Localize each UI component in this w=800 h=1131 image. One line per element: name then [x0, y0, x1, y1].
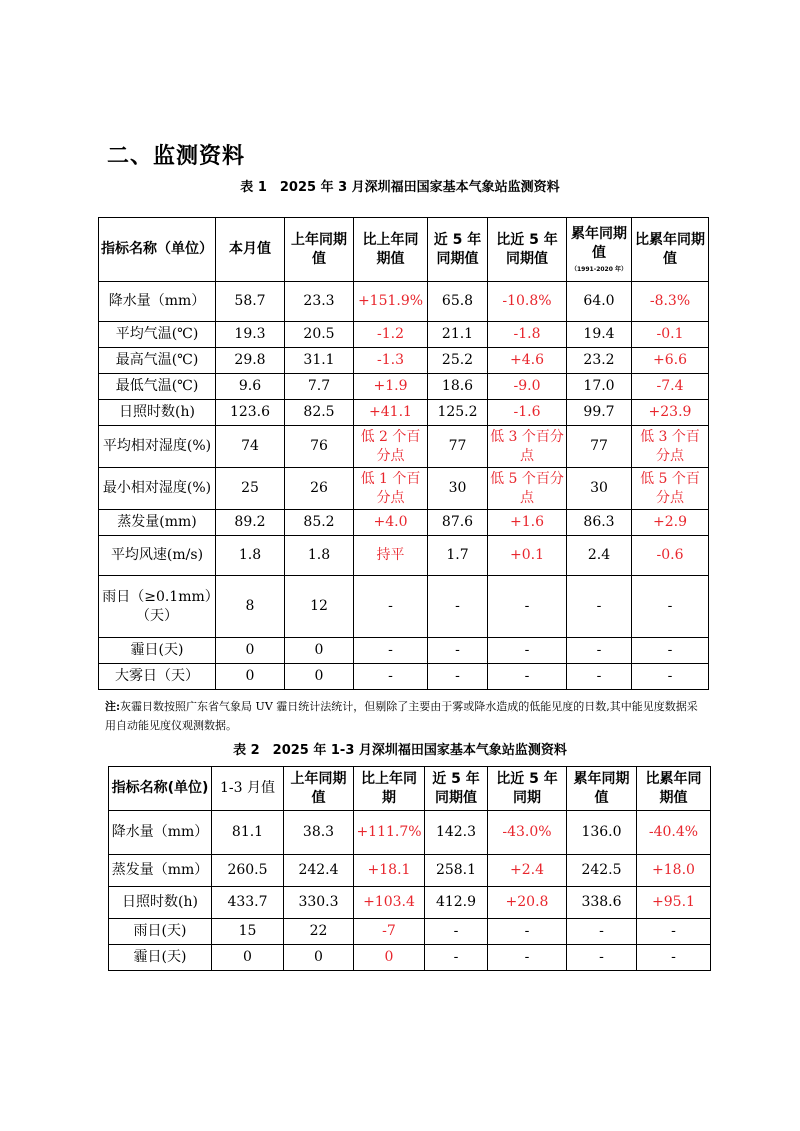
row-label-cell: 平均风速(m/s)	[99, 536, 216, 576]
table-row	[99, 576, 709, 638]
value-cell: 86.3	[567, 510, 632, 536]
value-cell: +151.9%	[354, 282, 428, 322]
value-cell: 1.8	[285, 536, 354, 576]
t1-header-vs-normal: 比累年同期值	[632, 218, 709, 282]
row-label-cell: 最高气温(℃)	[99, 348, 216, 374]
value-cell: 0	[216, 638, 285, 664]
t2-header-vs-last-year: 比上年同期	[354, 767, 425, 811]
value-cell: 77	[567, 426, 632, 468]
value-cell: 38.3	[284, 811, 354, 855]
value-cell: -	[632, 638, 709, 664]
value-cell: -43.0%	[488, 811, 567, 855]
value-cell: -9.0	[488, 374, 567, 400]
table2-caption: 表 2 2025 年 1-3 月深圳福田国家基本气象站监测资料	[233, 743, 567, 758]
table2-body	[109, 811, 711, 971]
value-cell: -	[567, 576, 632, 638]
row-label-cell: 雨日(天)	[109, 919, 212, 945]
t1-header-vs-5yr: 比近 5 年同期值	[488, 218, 567, 282]
table1	[98, 217, 709, 690]
table-row	[109, 855, 711, 887]
value-cell: 330.3	[284, 887, 354, 919]
value-cell: 338.6	[567, 887, 637, 919]
value-cell: 58.7	[216, 282, 285, 322]
value-cell: 25	[216, 468, 285, 510]
table-row	[99, 282, 709, 322]
table1-header-row	[99, 218, 709, 282]
table-row	[99, 374, 709, 400]
value-cell: 99.7	[567, 400, 632, 426]
t2-header-vs-5yr: 比近 5 年同期	[488, 767, 567, 811]
value-cell: 低 2 个百分点	[354, 426, 428, 468]
value-cell: 21.1	[428, 322, 488, 348]
table1-caption: 表 1 2025 年 3 月深圳福田国家基本气象站监测资料	[240, 180, 560, 195]
t2-header-5yr: 近 5 年同期值	[425, 767, 488, 811]
value-cell: +6.6	[632, 348, 709, 374]
value-cell: -7	[354, 919, 425, 945]
value-cell: -	[488, 945, 567, 971]
value-cell: 19.3	[216, 322, 285, 348]
value-cell: -10.8%	[488, 282, 567, 322]
value-cell: +1.9	[354, 374, 428, 400]
value-cell: +18.0	[637, 855, 711, 887]
value-cell: -0.1	[632, 322, 709, 348]
table1-body	[99, 282, 709, 690]
value-cell: 低 5 个百分点	[488, 468, 567, 510]
table-row	[109, 919, 711, 945]
table-row	[109, 887, 711, 919]
value-cell: 1.7	[428, 536, 488, 576]
value-cell: +0.1	[488, 536, 567, 576]
value-cell: 242.5	[567, 855, 637, 887]
table-row	[109, 811, 711, 855]
value-cell: 0	[354, 945, 425, 971]
value-cell: 26	[285, 468, 354, 510]
row-label-cell: 日照时数(h)	[99, 400, 216, 426]
value-cell: 76	[285, 426, 354, 468]
row-label-cell: 最低气温(℃)	[99, 374, 216, 400]
row-label-cell: 平均相对湿度(%)	[99, 426, 216, 468]
value-cell: +103.4	[354, 887, 425, 919]
value-cell: -	[428, 576, 488, 638]
value-cell: 2.4	[567, 536, 632, 576]
value-cell: 23.2	[567, 348, 632, 374]
value-cell: 17.0	[567, 374, 632, 400]
value-cell: 260.5	[212, 855, 284, 887]
note-label: 注:	[105, 700, 121, 713]
t1-header-indicator: 指标名称（单位）	[99, 218, 216, 282]
value-cell: +111.7%	[354, 811, 425, 855]
value-cell: 89.2	[216, 510, 285, 536]
value-cell: +4.6	[488, 348, 567, 374]
value-cell: 低 3 个百分点	[632, 426, 709, 468]
value-cell: -	[428, 664, 488, 690]
row-label-cell: 霾日(天)	[109, 945, 212, 971]
table2-header-row	[109, 767, 711, 811]
value-cell: +23.9	[632, 400, 709, 426]
value-cell: 242.4	[284, 855, 354, 887]
value-cell: 22	[284, 919, 354, 945]
value-cell: -7.4	[632, 374, 709, 400]
table-row	[99, 510, 709, 536]
value-cell: -	[567, 945, 637, 971]
table-row	[99, 536, 709, 576]
value-cell: 136.0	[567, 811, 637, 855]
value-cell: +4.0	[354, 510, 428, 536]
value-cell: 258.1	[425, 855, 488, 887]
value-cell: 0	[285, 638, 354, 664]
value-cell: -0.6	[632, 536, 709, 576]
value-cell: 20.5	[285, 322, 354, 348]
table-row	[99, 322, 709, 348]
value-cell: -1.6	[488, 400, 567, 426]
value-cell: 65.8	[428, 282, 488, 322]
value-cell: 412.9	[425, 887, 488, 919]
table-row	[99, 664, 709, 690]
value-cell: +2.4	[488, 855, 567, 887]
value-cell: -	[428, 638, 488, 664]
section-title: 二、监测资料	[107, 144, 246, 169]
t1-header-normal-period: （1991-2020 年）	[571, 266, 627, 273]
note-text: 灰霾日数按照广东省气象局 UV 霾日统计法统计，但剔除了主要由于雾或降水造成的低能见度的日数,其中能见度数据采用自动能见度仪观测数据。	[105, 700, 698, 732]
t2-header-quarter: 1-3 月值	[212, 767, 284, 811]
table-note	[105, 697, 705, 735]
value-cell: 18.6	[428, 374, 488, 400]
row-label-cell: 日照时数(h)	[109, 887, 212, 919]
row-label-cell: 大雾日（天）	[99, 664, 216, 690]
value-cell: 30	[567, 468, 632, 510]
value-cell: -	[354, 664, 428, 690]
value-cell: -	[425, 919, 488, 945]
value-cell: -	[488, 638, 567, 664]
value-cell: 1.8	[216, 536, 285, 576]
value-cell: 25.2	[428, 348, 488, 374]
value-cell: -	[567, 919, 637, 945]
value-cell: 142.3	[425, 811, 488, 855]
value-cell: -	[637, 919, 711, 945]
value-cell: 74	[216, 426, 285, 468]
value-cell: -	[488, 576, 567, 638]
table-row	[99, 348, 709, 374]
t2-header-last-year: 上年同期值	[284, 767, 354, 811]
value-cell: +2.9	[632, 510, 709, 536]
value-cell: -	[632, 576, 709, 638]
value-cell: +18.1	[354, 855, 425, 887]
t1-header-vs-last-year: 比上年同期值	[354, 218, 428, 282]
value-cell: 9.6	[216, 374, 285, 400]
value-cell: 12	[285, 576, 354, 638]
value-cell: -40.4%	[637, 811, 711, 855]
value-cell: 0	[285, 664, 354, 690]
table-row	[99, 400, 709, 426]
value-cell: -	[567, 664, 632, 690]
value-cell: -	[637, 945, 711, 971]
value-cell: 0	[216, 664, 285, 690]
value-cell: -	[425, 945, 488, 971]
value-cell: +20.8	[488, 887, 567, 919]
value-cell: 123.6	[216, 400, 285, 426]
value-cell: 19.4	[567, 322, 632, 348]
value-cell: 85.2	[285, 510, 354, 536]
value-cell: 81.1	[212, 811, 284, 855]
row-label-cell: 雨日（≥0.1mm）（天）	[99, 576, 216, 638]
value-cell: -	[632, 664, 709, 690]
value-cell: -	[354, 576, 428, 638]
table-row	[99, 426, 709, 468]
t2-header-normal: 累年同期值	[567, 767, 637, 811]
table-row	[99, 468, 709, 510]
value-cell: -1.3	[354, 348, 428, 374]
value-cell: +41.1	[354, 400, 428, 426]
value-cell: 低 1 个百分点	[354, 468, 428, 510]
t1-header-5yr: 近 5 年同期值	[428, 218, 488, 282]
value-cell: 15	[212, 919, 284, 945]
value-cell: -1.2	[354, 322, 428, 348]
value-cell: 87.6	[428, 510, 488, 536]
value-cell: 433.7	[212, 887, 284, 919]
row-label-cell: 平均气温(℃)	[99, 322, 216, 348]
value-cell: -	[567, 638, 632, 664]
t1-header-normal	[567, 218, 632, 282]
value-cell: -	[354, 638, 428, 664]
value-cell: 0	[284, 945, 354, 971]
value-cell: 7.7	[285, 374, 354, 400]
row-label-cell: 降水量（mm）	[99, 282, 216, 322]
t1-header-normal-label: 累年同期值	[571, 226, 627, 261]
row-label-cell: 霾日(天)	[99, 638, 216, 664]
row-label-cell: 降水量（mm）	[109, 811, 212, 855]
value-cell: 23.3	[285, 282, 354, 322]
value-cell: 持平	[354, 536, 428, 576]
value-cell: -	[488, 664, 567, 690]
value-cell: 低 3 个百分点	[488, 426, 567, 468]
value-cell: +95.1	[637, 887, 711, 919]
value-cell: -	[488, 919, 567, 945]
t2-header-vs-normal: 比累年同期值	[637, 767, 711, 811]
t1-header-last-year: 上年同期值	[285, 218, 354, 282]
value-cell: 64.0	[567, 282, 632, 322]
value-cell: 125.2	[428, 400, 488, 426]
table2	[108, 766, 711, 971]
value-cell: 8	[216, 576, 285, 638]
value-cell: 31.1	[285, 348, 354, 374]
value-cell: 低 5 个百分点	[632, 468, 709, 510]
t2-header-indicator: 指标名称(单位)	[109, 767, 212, 811]
table-row	[99, 638, 709, 664]
value-cell: 82.5	[285, 400, 354, 426]
value-cell: +1.6	[488, 510, 567, 536]
value-cell: -1.8	[488, 322, 567, 348]
table-row	[109, 945, 711, 971]
t1-header-month: 本月值	[216, 218, 285, 282]
value-cell: 30	[428, 468, 488, 510]
value-cell: 0	[212, 945, 284, 971]
value-cell: 29.8	[216, 348, 285, 374]
row-label-cell: 蒸发量（mm）	[109, 855, 212, 887]
row-label-cell: 最小相对湿度(%)	[99, 468, 216, 510]
value-cell: 77	[428, 426, 488, 468]
value-cell: -8.3%	[632, 282, 709, 322]
row-label-cell: 蒸发量(mm)	[99, 510, 216, 536]
